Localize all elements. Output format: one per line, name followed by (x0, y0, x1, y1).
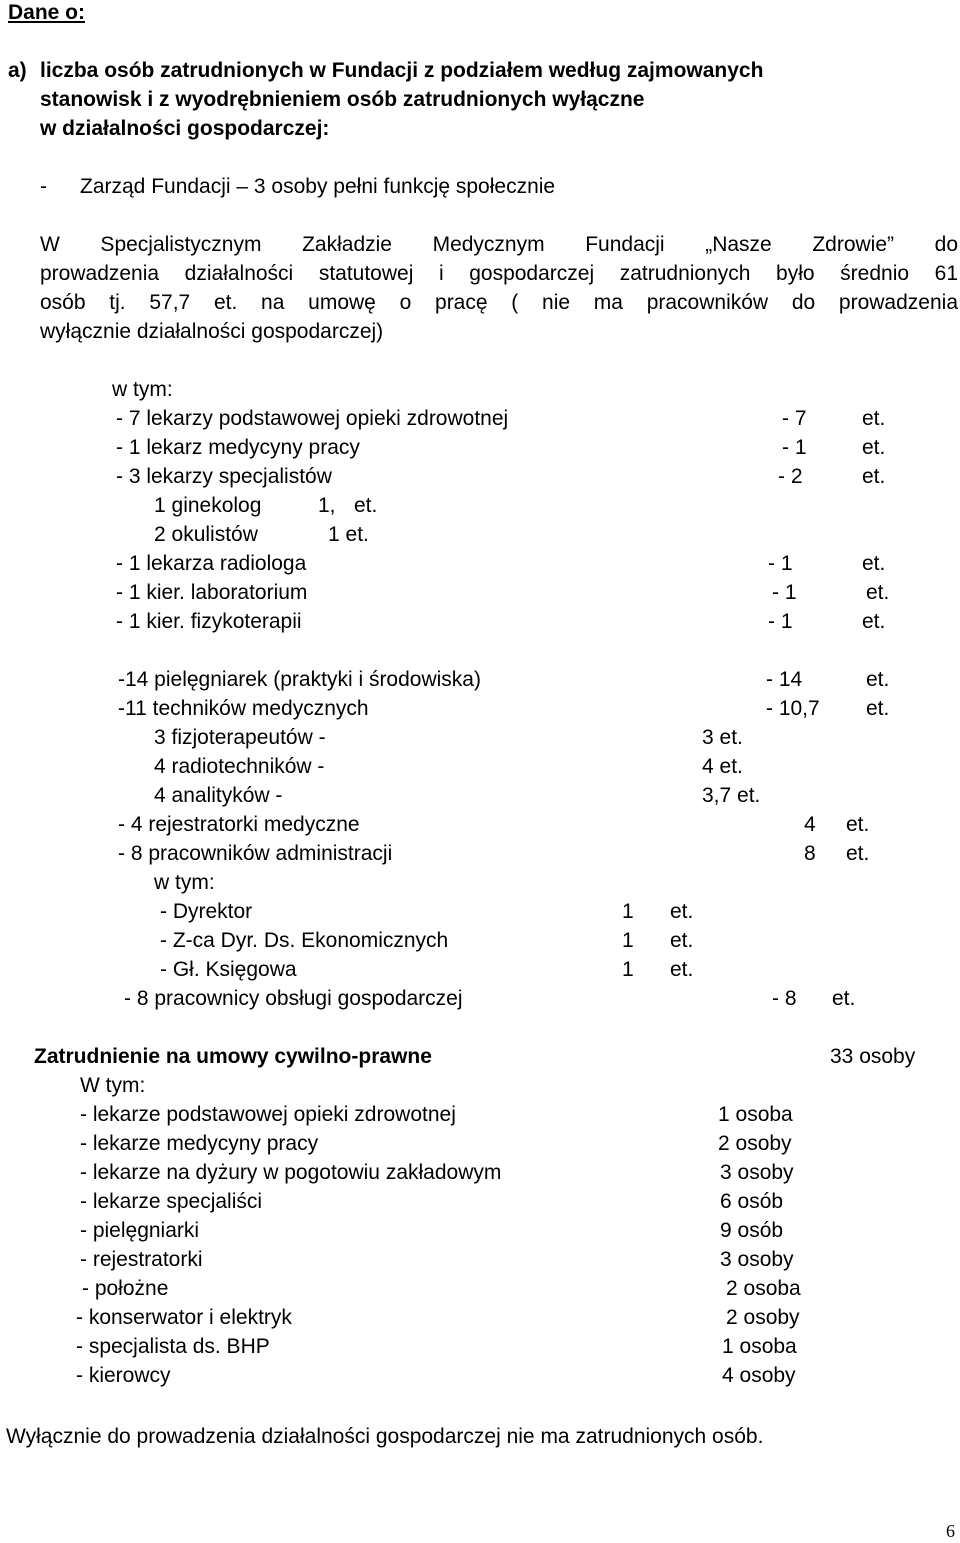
civil-row-label: - kierowcy (76, 1364, 171, 1387)
admin-row-unit: et. (670, 900, 694, 923)
nurses-row-value: - 14 (766, 668, 803, 691)
service-unit: et. (832, 987, 856, 1010)
service-value: - 8 (772, 987, 797, 1010)
civil-row-value: 6 osób (720, 1190, 784, 1213)
civil-wtym: W tym: (80, 1074, 146, 1097)
admin-row-value: 1 (622, 929, 634, 952)
staff-row-label: - 1 lekarza radiologa (116, 552, 307, 575)
civil-row-value: 3 osoby (720, 1248, 794, 1271)
staff-row-value: - 2 (778, 465, 803, 488)
paragraph-line-1: W Specjalistycznym Zakładzie Medycznym Fundacji „Nasze Zdrowie” do (40, 233, 958, 256)
staff-row-unit: et. (862, 465, 886, 488)
service-label: - 8 pracownicy obsługi gospodarczej (124, 987, 463, 1010)
board-text: Zarząd Fundacji – 3 osoby pełni funkcję społecznie (80, 175, 556, 198)
civil-row-label: - lekarze specjaliści (80, 1190, 263, 1213)
nurses-row-unit: et. (866, 668, 890, 691)
staff-row-label: - 1 kier. fizykoterapii (116, 610, 302, 633)
admin-row-unit: et. (670, 958, 694, 981)
civil-row-value: 2 osoba (726, 1277, 801, 1300)
paragraph-line-2: prowadzenia działalności statutowej i gospodarczej zatrudnionych było średnio 61 (40, 262, 958, 285)
staff-row-label: - 7 lekarzy podstawowej opieki zdrowotnej (116, 407, 509, 430)
footer-note: Wyłącznie do prowadzenia działalności gospodarczej nie ma zatrudnionych osób. (6, 1425, 764, 1448)
civil-row-label: - rejestratorki (80, 1248, 203, 1271)
paragraph-line-3: osób tj. 57,7 et. na umowę o pracę ( nie ma pracowników do prowadzenia (40, 291, 958, 314)
civil-row-label: - lekarze na dyżury w pogotowiu zakładowym (80, 1161, 502, 1184)
admin-row-label: - Z-ca Dyr. Ds. Ekonomicznych (160, 929, 449, 952)
staff-row-unit: et. (862, 407, 886, 430)
staff-row-value: - 1 (772, 581, 797, 604)
staff-row-label: - 1 kier. laboratorium (116, 581, 308, 604)
admin-row-label: - Dyrektor (160, 900, 253, 923)
section-title-line-1: liczba osób zatrudnionych w Fundacji z podziałem według zajmowanych (40, 59, 764, 82)
nurses-row-label: 3 fizjoterapeutów - (154, 726, 326, 749)
nurses-row-value: - 10,7 (766, 697, 820, 720)
nurses-row-label: 4 radiotechników - (154, 755, 325, 778)
staff-row-label: - 3 lekarzy specjalistów (116, 465, 332, 488)
admin-row-value: 1 (622, 900, 634, 923)
admin-row-label: - Gł. Księgowa (160, 958, 297, 981)
civil-row-label: - specjalista ds. BHP (76, 1335, 270, 1358)
staff-row-label: - 1 lekarz medycyny pracy (116, 436, 360, 459)
section-marker: a) (8, 59, 27, 82)
heading: Dane o: (8, 1, 86, 24)
nurses-row-label: -11 techników medycznych (118, 697, 369, 720)
civil-row-label: - pielęgniarki (80, 1219, 200, 1242)
section-title-line-3: w działalności gospodarczej: (40, 117, 330, 140)
admin-row-value: 1 (622, 958, 634, 981)
civil-row-value: 2 osoby (726, 1306, 800, 1329)
staff-row-value: - 7 (782, 407, 807, 430)
staff-row-value: 1 et. (328, 523, 369, 546)
paragraph-line-4: wyłącznie działalności gospodarczej) (40, 320, 384, 343)
staff-row-unit: et. (354, 494, 378, 517)
nurses-row-label: - 8 pracowników administracji (118, 842, 393, 865)
civil-title: Zatrudnienie na umowy cywilno-prawne (34, 1045, 432, 1068)
nurses-row-label: -14 pielęgniarek (praktyki i środowiska) (118, 668, 481, 691)
civil-row-value: 1 osoba (722, 1335, 797, 1358)
staff-row-unit: et. (862, 610, 886, 633)
nurses-row-value: 3,7 et. (702, 784, 761, 807)
board-dash: - (40, 175, 47, 198)
civil-row-label: - lekarze podstawowej opieki zdrowotnej (80, 1103, 456, 1126)
nurses-row-unit: et. (866, 697, 890, 720)
nurses-row-unit: et. (846, 813, 870, 836)
nurses-row-value: 4 (804, 813, 816, 836)
page-number: 6 (946, 1521, 955, 1541)
staff-row-unit: et. (866, 581, 890, 604)
staff-wtym: w tym: (112, 378, 173, 401)
nurses-row-value: 8 (804, 842, 816, 865)
civil-row-value: 4 osoby (722, 1364, 796, 1387)
admin-wtym: w tym: (154, 871, 215, 894)
staff-row-label: 1 ginekolog (154, 494, 262, 517)
staff-row-unit: et. (862, 552, 886, 575)
staff-row-unit: et. (862, 436, 886, 459)
civil-total: 33 osoby (830, 1045, 916, 1068)
nurses-row-value: 4 et. (702, 755, 743, 778)
nurses-row-value: 3 et. (702, 726, 743, 749)
civil-row-label: - lekarze medycyny pracy (80, 1132, 319, 1155)
civil-row-value: 3 osoby (720, 1161, 794, 1184)
civil-row-label: - położne (82, 1277, 169, 1300)
civil-row-value: 1 osoba (718, 1103, 793, 1126)
staff-row-value: 1, (318, 494, 336, 517)
staff-row-value: - 1 (782, 436, 807, 459)
civil-row-label: - konserwator i elektryk (76, 1306, 292, 1329)
nurses-row-label: - 4 rejestratorki medyczne (118, 813, 360, 836)
nurses-row-label: 4 analityków - (154, 784, 283, 807)
civil-row-value: 9 osób (720, 1219, 784, 1242)
section-title-line-2: stanowisk i z wyodrębnieniem osób zatrudnionych wyłączne (40, 88, 645, 111)
admin-row-unit: et. (670, 929, 694, 952)
civil-row-value: 2 osoby (718, 1132, 792, 1155)
nurses-row-unit: et. (846, 842, 870, 865)
staff-row-value: - 1 (768, 552, 793, 575)
staff-row-value: - 1 (768, 610, 793, 633)
staff-row-label: 2 okulistów (154, 523, 258, 546)
